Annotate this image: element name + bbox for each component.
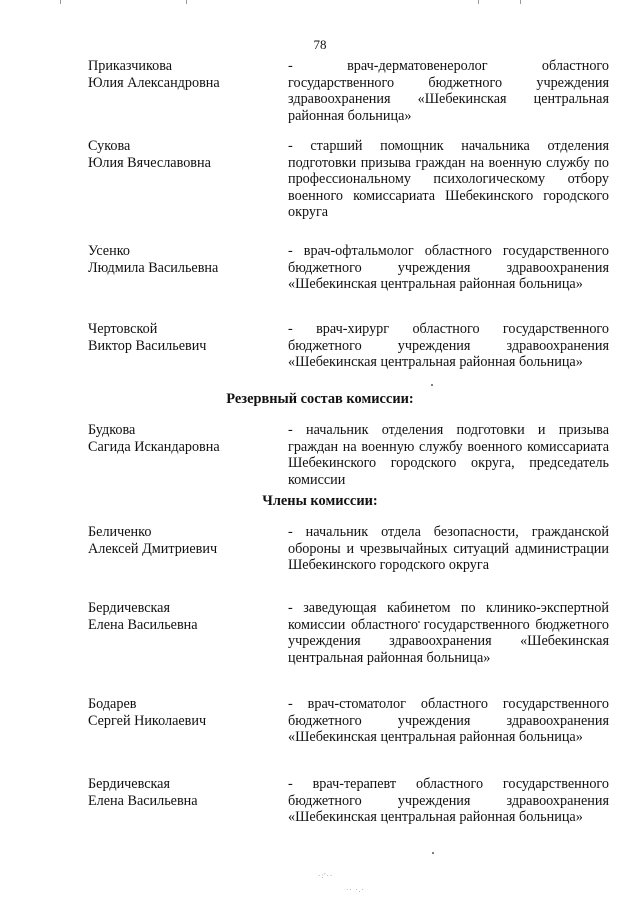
scan-speck [431,384,433,386]
given-names: Юлия Вячеславовна [88,155,211,171]
person-name [88,243,288,277]
person-name [88,138,288,172]
given-names: Людмила Васильевна [88,260,219,276]
surname: Будкова [88,422,136,438]
position-description: - врач-хирург областного государственного бюджетного учреждения здравоохранения «Шебекинская центральная районная больница» [288,321,609,371]
surname: Чертовской [88,321,158,337]
surname: Бердичевская [88,600,171,616]
given-names: Елена Васильевна [88,793,198,809]
surname: Сукова [88,138,131,154]
position-description: - начальник отделения подготовки и призыва граждан на военную службу военного комиссариата Шебекинского городского округа, председатель комиссии [288,422,609,488]
position-description: - старший помощник начальника отделения подготовки призыва граждан на военную службу по профессиональному психологическому отбору военного комиссариата Шебекинского городского округа [288,138,609,221]
scan-mark [520,0,521,4]
given-names: Елена Васильевна [88,617,198,633]
surname: Приказчикова [88,58,173,74]
given-names: Сагида Искандаровна [88,439,220,455]
position-description: - врач-дерматовенеролог областного государственного бюджетного учреждения здравоохранения «Шебекинская центральная районная больница» [288,58,609,124]
members-heading: Члены комиссии: [262,493,378,509]
scan-mark [60,0,61,4]
person-name [88,524,288,558]
scan-mark [478,0,479,4]
position-description: - начальник отдела безопасности, гражданской обороны и чрезвычайных ситуаций администрации Шебекинского городского округа [288,524,609,574]
given-names: Алексей Дмитриевич [88,541,218,557]
position-description: - врач-офтальмолог областного государственного бюджетного учреждения здравоохранения «Шебекинская центральная районная больница» [288,243,609,293]
surname: Бердичевская [88,776,171,792]
surname: Бодарев [88,696,137,712]
surname: Усенко [88,243,130,259]
given-names: Сергей Николаевич [88,713,207,729]
scan-noise: ·:'·· [318,872,334,880]
person-name [88,776,288,810]
surname: Беличенко [88,524,152,540]
position-description: - врач-стоматолог областного государственного бюджетного учреждения здравоохранения «Шебекинская центральная районная больница» [288,696,609,746]
person-name [88,696,288,730]
reserve-heading: Резервный состав комиссии: [226,391,414,407]
scan-speck [432,852,434,854]
scan-noise: ·· ·.· [346,886,365,894]
person-name [88,600,288,634]
position-description: - заведующая кабинетом по клинико-экспертной комиссии областного государственного бюджетного учреждения здравоохранения «Шебекинская центральная районная больница» [288,600,609,666]
given-names: Юлия Александровна [88,75,220,91]
given-names: Виктор Васильевич [88,338,207,354]
person-name [88,422,288,456]
person-name [88,321,288,355]
scan-mark [186,0,187,4]
page-number: 78 [313,37,327,52]
person-name [88,58,288,92]
position-description: - врач-терапевт областного государственного бюджетного учреждения здравоохранения «Шебекинская центральная районная больница» [288,776,609,826]
